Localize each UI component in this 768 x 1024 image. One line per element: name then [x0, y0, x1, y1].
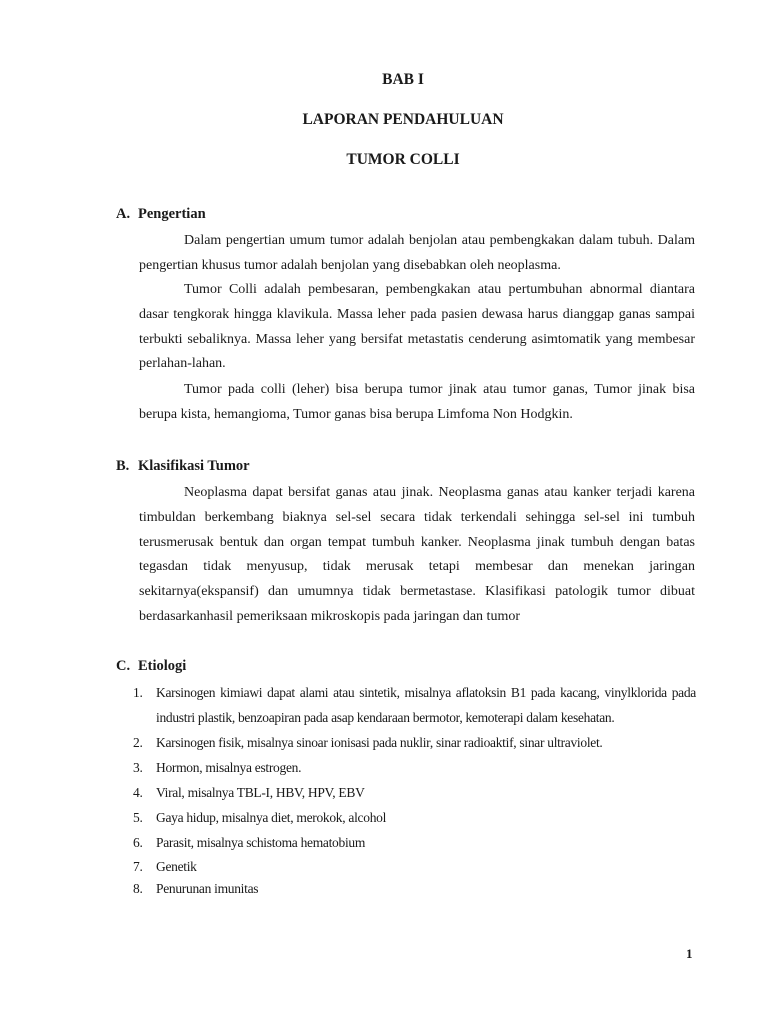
section-heading-etiologi [116, 656, 186, 676]
etiologi-list [120, 680, 696, 899]
list-text: Karsinogen fisik, misalnya sinoar ionisasi pada nuklir, sinar radioaktif, sinar ultraviolet. [156, 735, 603, 750]
list-text: Karsinogen kimiawi dapat alami atau sintetik, misalnya aflatoksin B1 pada kacang, vinylklorida pada industri plastik, benzoapiran pada asap kendaraan bermotor, kemoterapi dalam kesehatan. [156, 685, 696, 725]
list-number: 8. [133, 881, 143, 896]
section-heading-klasifikasi [116, 456, 250, 476]
list-item [120, 830, 696, 855]
list-number: 2. [133, 735, 143, 750]
section-heading-pengertian [116, 204, 206, 224]
list-item [120, 680, 696, 730]
paragraph: Neoplasma dapat bersifat ganas atau jinak. Neoplasma ganas atau kanker terjadi karena timbuldan berkembang biaknya sel-sel secara tidak terkendali sehingga sel-sel ini tumbuh terusmerusak bentuk dan organ tempat tumbuh kanker. Neoplasma jinak tumbuh dengan batas tegasdan tidak menyusup, tidak merusak tetapi membesar dan menekan jaringan sekitarnya(ekspansif) dan umumnya tidak bermetastase. Klasifikasi patologik tumor dibuat berdasarkanhasil pemeriksaan mikroskopis pada jaringan dan tumor [139, 485, 695, 624]
list-number: 7. [133, 859, 143, 874]
section-letter: A. [116, 206, 131, 222]
list-item [120, 879, 696, 899]
section-title: Klasifikasi Tumor [138, 458, 250, 474]
list-number: 5. [133, 810, 143, 825]
list-number: 3. [133, 760, 143, 775]
list-item [120, 755, 696, 780]
document-subtitle: TUMOR COLLI [346, 151, 460, 168]
paragraph: Dalam pengertian umum tumor adalah benjolan atau pembengkakan dalam tubuh. Dalam pengertian khusus tumor adalah benjolan yang disebabkan oleh neoplasma. [139, 233, 695, 273]
list-item [120, 805, 696, 830]
page-number: 1 [686, 946, 693, 961]
list-text: Hormon, misalnya estrogen. [156, 760, 302, 775]
list-text: Parasit, misalnya schistoma hematobium [156, 835, 366, 850]
title-block [0, 66, 768, 186]
list-text: Genetik [156, 859, 197, 874]
list-number: 6. [133, 835, 143, 850]
list-text: Gaya hidup, misalnya diet, merokok, alcohol [156, 810, 387, 825]
list-number: 1. [133, 685, 143, 700]
document-title: LAPORAN PENDAHULUAN [302, 111, 504, 128]
list-item [120, 857, 696, 877]
list-item [120, 780, 696, 805]
list-text: Viral, misalnya TBL-I, HBV, HPV, EBV [156, 785, 365, 800]
section-title: Pengertian [138, 206, 206, 222]
list-item [120, 730, 696, 755]
paragraph: Tumor pada colli (leher) bisa berupa tumor jinak atau tumor ganas, Tumor jinak bisa berupa kista, hemangioma, Tumor ganas bisa berupa Limfoma Non Hodgkin. [139, 382, 695, 422]
chapter-label: BAB I [382, 71, 424, 88]
section-title: Etiologi [138, 658, 187, 674]
paragraph: Tumor Colli adalah pembesaran, pembengkakan atau pertumbuhan abnormal diantara dasar tengkorak hingga klavikula. Massa leher pada pasien dewasa harus dianggap ganas sampai terbukti sebaliknya. Massa leher yang bersifat metastatis cenderung asimtomatik yang membesar perlahan-lahan. [139, 282, 695, 372]
section-letter: B. [116, 458, 130, 474]
list-text: Penurunan imunitas [156, 881, 259, 896]
section-letter: C. [116, 658, 131, 674]
list-number: 4. [133, 785, 143, 800]
